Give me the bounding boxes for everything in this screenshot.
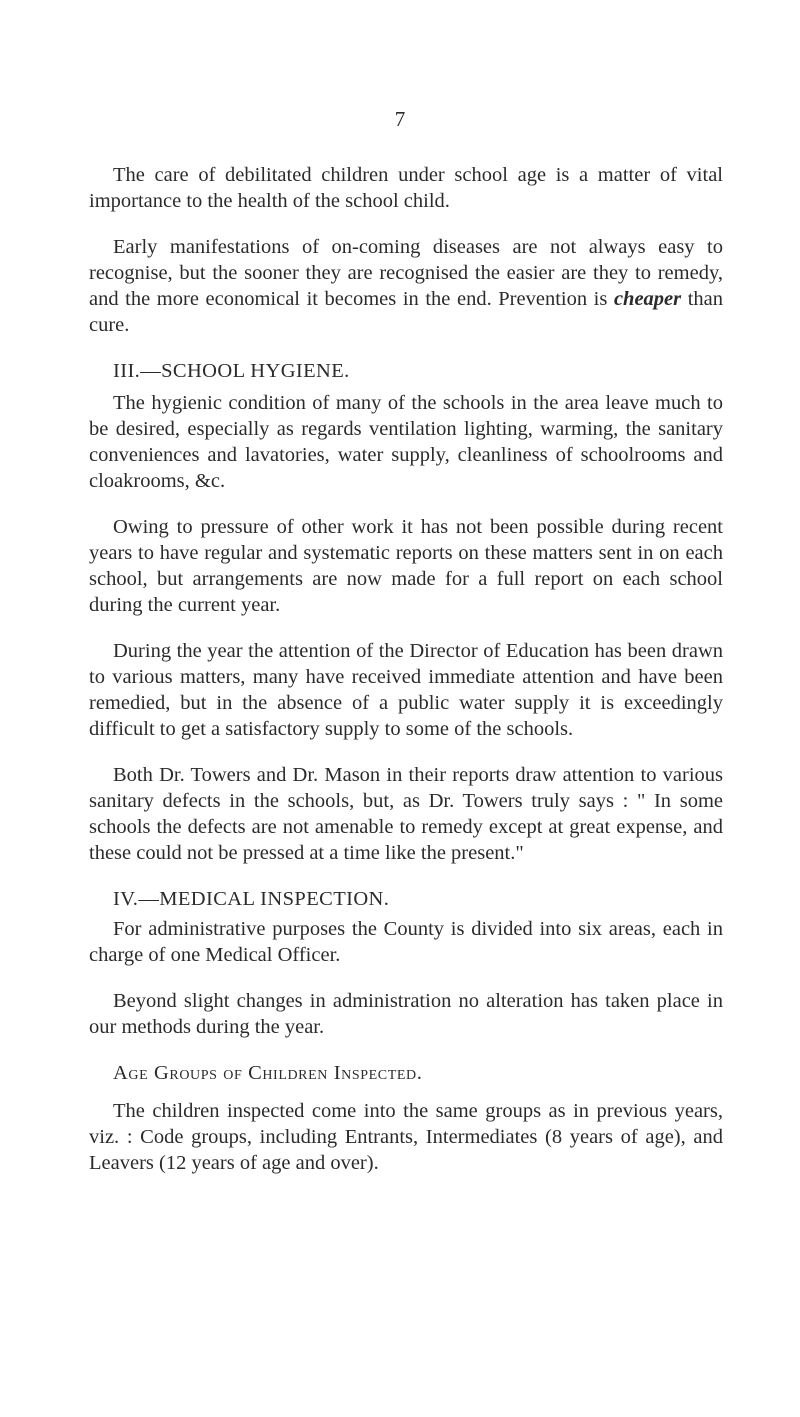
subheading-age-groups: Age Groups of Children Inspected. [113, 1062, 423, 1084]
paragraph-debilitated-children: The care of debilitated children under school age is a matter of vital importance to the health of the school child. [89, 164, 723, 212]
section-heading-medical-inspection: IV.—MEDICAL INSPECTION. [113, 888, 390, 910]
page-body [89, 162, 723, 1196]
paragraph-text: Early manifestations of on-coming diseases are not always easy to recognise, but the sooner they are recognised the easier are they to remedy, and the more economical it becomes in the end. Prevention is [89, 236, 723, 310]
paragraph-hygienic-condition: The hygienic condition of many of the schools in the area leave much to be desired, especially as regards ventilation lighting, warming, the sanitary conveniences and lavatories, water supply, cleanliness of schoolrooms and cloakrooms, &c. [89, 392, 723, 492]
paragraph-director-of-education: During the year the attention of the Director of Education has been drawn to various matters, many have received immediate attention and have been remedied, but in the absence of a public water supply it is exceedingly difficult to get a satisfactory supply to some of the schools. [89, 640, 723, 740]
paragraph-text: than cure. [89, 288, 723, 336]
paragraph-early-manifestations [89, 234, 723, 338]
emphasis-cheaper: cheaper [613, 288, 682, 310]
paragraph-pressure-of-work: Owing to pressure of other work it has not been possible during recent years to have regular and systematic reports on these matters sent in on each school, but arrangements are now made for a full report on each school during the current year. [89, 516, 723, 616]
paragraph-doctors-reports: Both Dr. Towers and Dr. Mason in their reports draw attention to various sanitary defects in the schools, but, as Dr. Towers truly says : " In some schools the defects are not amenable to remedy except at great expense, and these could not be pressed at a time like the present." [89, 764, 723, 864]
paragraph-slight-changes: Beyond slight changes in administration no alteration has taken place in our methods during the year. [89, 990, 723, 1038]
paragraph-administrative-purposes: For administrative purposes the County is divided into six areas, each in charge of one Medical Officer. [89, 918, 723, 966]
page-number: 7 [394, 107, 406, 131]
paragraph-children-inspected: The children inspected come into the same groups as in previous years, viz. : Code groups, including Entrants, Intermediates (8 years of age), and Leavers (12 years of age and over). [89, 1100, 723, 1174]
section-heading-school-hygiene: III.—SCHOOL HYGIENE. [113, 360, 350, 382]
